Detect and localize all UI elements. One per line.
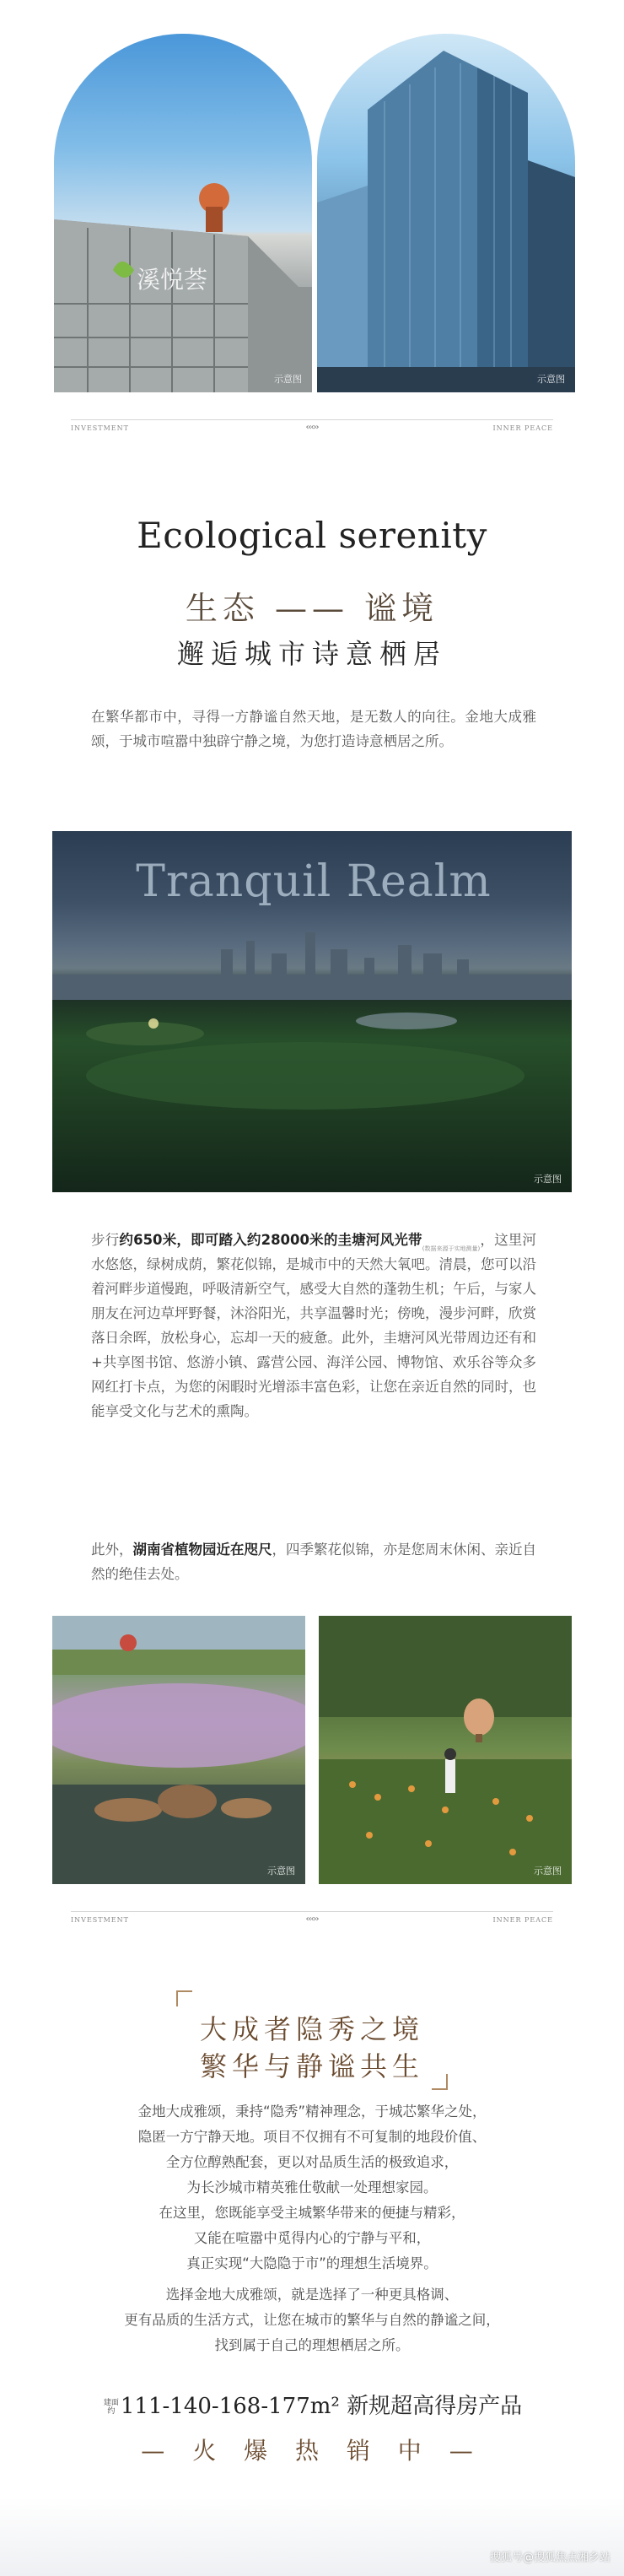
slogan-line-1: 大成者隐秀之境 bbox=[199, 2013, 424, 2045]
divider-arrows-icon: ‹‹‹›› bbox=[305, 423, 319, 432]
city-landscape-photo bbox=[52, 831, 572, 1192]
section-subtitle-cn: 邂逅城市诗意栖居 bbox=[176, 638, 447, 670]
source-credit: 搜狐号@搜狐焦点湘乡站 bbox=[489, 2552, 611, 2564]
garden-highlight: 湖南省植物园近在咫尺 bbox=[132, 1542, 272, 1558]
hero-photo-left bbox=[54, 34, 312, 392]
project-line: 为长沙城市精英雅仕敬献一处理想家园。 bbox=[186, 2179, 438, 2195]
garden-paragraph bbox=[91, 1537, 536, 1586]
riverside-illustration bbox=[52, 1616, 305, 1884]
slogan-line-2: 繁华与静谧共生 bbox=[199, 2050, 424, 2082]
divider-arrows-icon: ‹‹‹›› bbox=[305, 1914, 319, 1924]
sample-label: 示意图 bbox=[267, 1866, 295, 1877]
river-footnote: (数据来源于实地测量) bbox=[422, 1245, 481, 1252]
park-river-photo bbox=[52, 1616, 305, 1884]
choice-line: 更有品质的生活方式，让您在城市的繁华与自然的静谧之间， bbox=[124, 2312, 500, 2328]
project-line: 又能在喧嚣中觅得内心的宁静与平和， bbox=[193, 2230, 431, 2246]
garden-body: ，四季繁花似锦，亦是您周末休闲、亲近自然的绝佳去处。 bbox=[91, 1542, 536, 1582]
divider-left-label: INVESTMENT bbox=[71, 424, 129, 432]
price-line bbox=[0, 2389, 624, 2420]
sample-label: 示意图 bbox=[537, 374, 565, 385]
photo-overlay-title: Tranquil Realm bbox=[136, 856, 492, 907]
intro-paragraph: 在繁华都市中，寻得一方静谧自然天地，是无数人的向往。金地大成雅颂，于城市喧嚣中独辟宁静之境，为您打造诗意栖居之所。 bbox=[91, 709, 536, 749]
footer-fade bbox=[0, 2498, 624, 2576]
river-highlight: 约650米，即可踏入约28000米的圭塘河风光带 bbox=[119, 1232, 422, 1248]
choice-line: 选择金地大成雅颂，就是选择了一种更具格调、 bbox=[165, 2287, 459, 2303]
divider-left-label: INVESTMENT bbox=[71, 1916, 129, 1924]
garden-lead: 此外， bbox=[91, 1542, 133, 1558]
divider-right-label: INNER PEACE bbox=[492, 424, 553, 432]
river-lead: 步行 bbox=[91, 1232, 120, 1248]
section-divider bbox=[71, 1911, 553, 1926]
section-divider bbox=[71, 419, 553, 435]
price-main: 111-140-168-177m² 新规超高得房产品 bbox=[120, 2394, 523, 2419]
garden-illustration bbox=[319, 1616, 572, 1884]
choice-line: 找到属于自己的理想栖居之所。 bbox=[214, 2337, 410, 2353]
project-line: 隐匿一方宁静天地。项目不仅拥有不可复制的地段价值、 bbox=[137, 2129, 487, 2145]
river-paragraph bbox=[91, 1228, 536, 1423]
section-title-en: Ecological serenity bbox=[137, 515, 487, 556]
project-line: 在这里，您既能享受主城繁华带来的便捷与精彩， bbox=[159, 2205, 465, 2221]
price-prefix: 建面约 bbox=[103, 2399, 119, 2416]
divider-right-label: INNER PEACE bbox=[492, 1916, 553, 1924]
river-body: ，这里河水悠悠，绿树成荫，繁花似锦，是城市中的天然大氧吧。清晨，您可以沿着河畔步道慢跑，呼吸清新空气，感受大自然的蓬勃生机；午后，与家人朋友在河边草坪野餐，沐浴阳光，共享温馨时光；傍晚，漫步河畔，欣赏落日余晖，放松身心，忘却一天的疲惫。此外，圭塘河风光带周边还有和+共享图书馆、悠游小镇、露营公园、海洋公园、博物馆、欢乐谷等众多网红打卡点，为您的闲暇时光增添丰富色彩，让您在亲近自然的同时，也能享受文化与艺术的熏陶。 bbox=[91, 1232, 536, 1419]
project-line: 金地大成雅颂，秉持“隐秀”精神理念，于城芯繁华之处， bbox=[137, 2103, 487, 2120]
skyscraper-illustration bbox=[317, 34, 575, 392]
sample-label: 示意图 bbox=[534, 1866, 562, 1877]
sample-label: 示意图 bbox=[534, 1174, 562, 1185]
project-line: 真正实现“大隐隐于市”的理想生活境界。 bbox=[186, 2255, 438, 2271]
sample-label: 示意图 bbox=[274, 374, 302, 385]
project-line: 全方位醇熟配套，更以对品质生活的极致追求， bbox=[165, 2154, 459, 2170]
building-illustration bbox=[54, 34, 312, 392]
project-paragraph bbox=[78, 2099, 546, 2276]
botanical-garden-photo bbox=[319, 1616, 572, 1884]
section-title-cn: 生态 —— 谧境 bbox=[185, 590, 439, 627]
building-sign: 溪悦荟 bbox=[137, 266, 208, 294]
choice-paragraph bbox=[78, 2282, 546, 2358]
hot-sale-line: — 火 爆 热 销 中 — bbox=[141, 2437, 483, 2465]
hero-photo-right bbox=[317, 34, 575, 392]
